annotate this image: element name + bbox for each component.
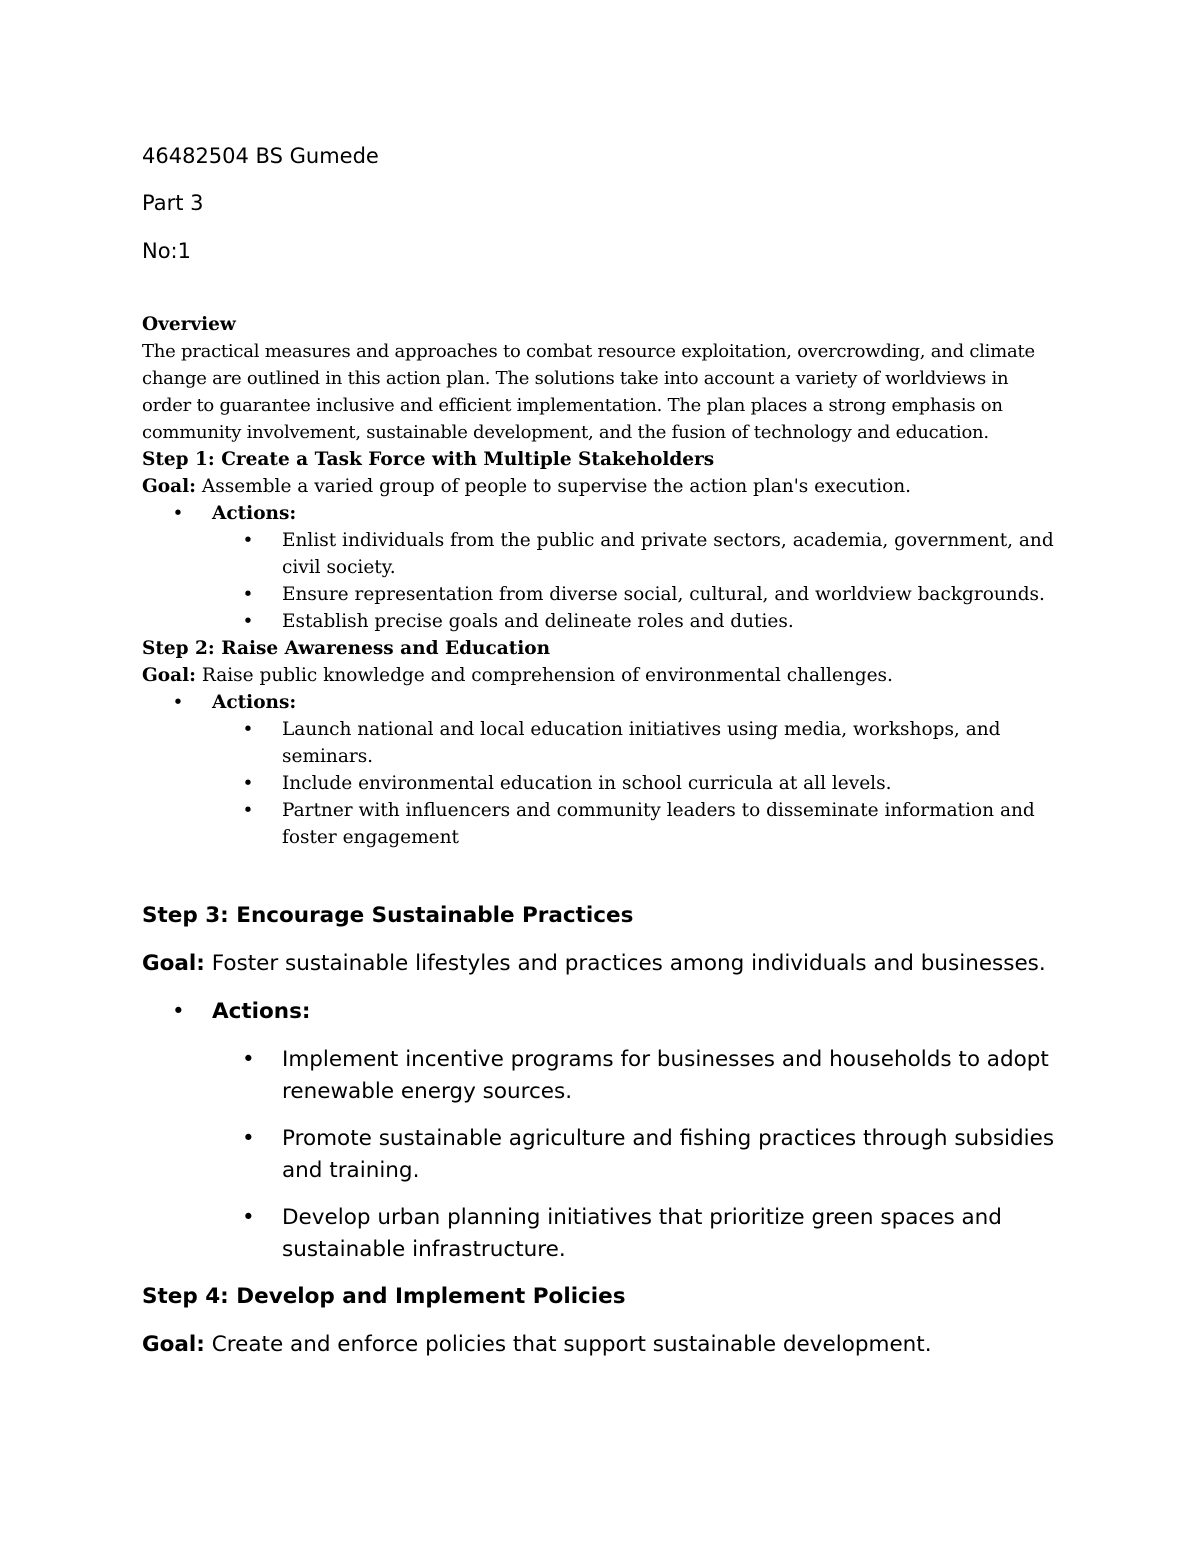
bullet-icon: • [242,611,254,632]
actions-item [142,689,1057,851]
bullet-icon: • [172,692,184,713]
step-2-goal [142,662,1057,689]
list-item: • Launch national and local education initiatives using media, workshops, and seminars. [212,716,1057,770]
bullet-icon: • [242,1205,255,1230]
actions-label: Actions: [212,503,297,524]
actions-label: Actions: [212,692,297,713]
list-item: • Implement incentive programs for businesses and households to adopt renewable energy sources. [142,1044,1082,1108]
serif-section [142,311,1057,851]
actions-label: Actions: [212,999,311,1024]
bullet-icon: • [242,530,254,551]
bullet-icon: • [242,719,254,740]
step-2-title: Step 2: Raise Awareness and Education [142,638,551,659]
student-id-line: 46482504 BS Gumede [142,144,379,168]
actions-item [142,996,1082,1028]
list-item: • Ensure representation from diverse social, cultural, and worldview backgrounds. [212,581,1057,608]
step-1-title: Step 1: Create a Task Force with Multiple Stakeholders [142,449,715,470]
actions-list [142,1044,1082,1266]
list-item: • Promote sustainable agriculture and fishing practices through subsidies and training. [142,1123,1082,1187]
bullet-icon: • [172,999,185,1024]
step-3-actions [142,996,1082,1028]
step-3-goal [142,948,1082,980]
part-label: Part 3 [142,191,204,215]
overview-paragraph: The practical measures and approaches to combat resource exploitation, overcrowding, and climate change are outlined in this action plan. The solutions take into account a variety of worldviews in order to guarantee inclusive and efficient implementation. The plan places a strong emphasis on community involvement, sustainable development, and the fusion of technology and education. [142,341,1035,443]
bullet-icon: • [242,1126,255,1151]
goal-label: Goal: [142,951,205,976]
actions-item [142,500,1057,635]
actions-list [142,716,1057,851]
overview-heading: Overview [142,314,236,335]
sans-section [142,900,1082,1377]
bullet-icon: • [242,773,254,794]
goal-text: Foster sustainable lifestyles and practices among individuals and businesses. [204,951,1046,976]
goal-label: Goal: [142,1332,205,1357]
goal-text: Assemble a varied group of people to supervise the action plan's execution. [195,476,912,497]
list-item: • Develop urban planning initiatives that prioritize green spaces and sustainable infrastructure. [142,1202,1082,1266]
list-item: • Enlist individuals from the public and private sectors, academia, government, and civil society. [212,527,1057,581]
step-4-goal [142,1329,1082,1361]
step-1-goal [142,473,1057,500]
bullet-icon: • [242,800,254,821]
list-item: • Establish precise goals and delineate roles and duties. [212,608,1057,635]
goal-label: Goal: [142,476,196,497]
goal-label: Goal: [142,665,196,686]
bullet-icon: • [242,584,254,605]
step-1-actions [142,500,1057,635]
step-4-title: Step 4: Develop and Implement Policies [142,1284,626,1309]
bullet-icon: • [172,503,184,524]
list-item: • Include environmental education in school curricula at all levels. [212,770,1057,797]
bullet-icon: • [242,1047,255,1072]
goal-text: Raise public knowledge and comprehension of environmental challenges. [195,665,893,686]
number-label: No:1 [142,239,191,263]
actions-list [142,527,1057,635]
goal-text: Create and enforce policies that support sustainable development. [204,1332,932,1357]
step-3-title: Step 3: Encourage Sustainable Practices [142,903,634,928]
step-2-actions [142,689,1057,851]
list-item: • Partner with influencers and community leaders to disseminate information and foster engagement [212,797,1057,851]
